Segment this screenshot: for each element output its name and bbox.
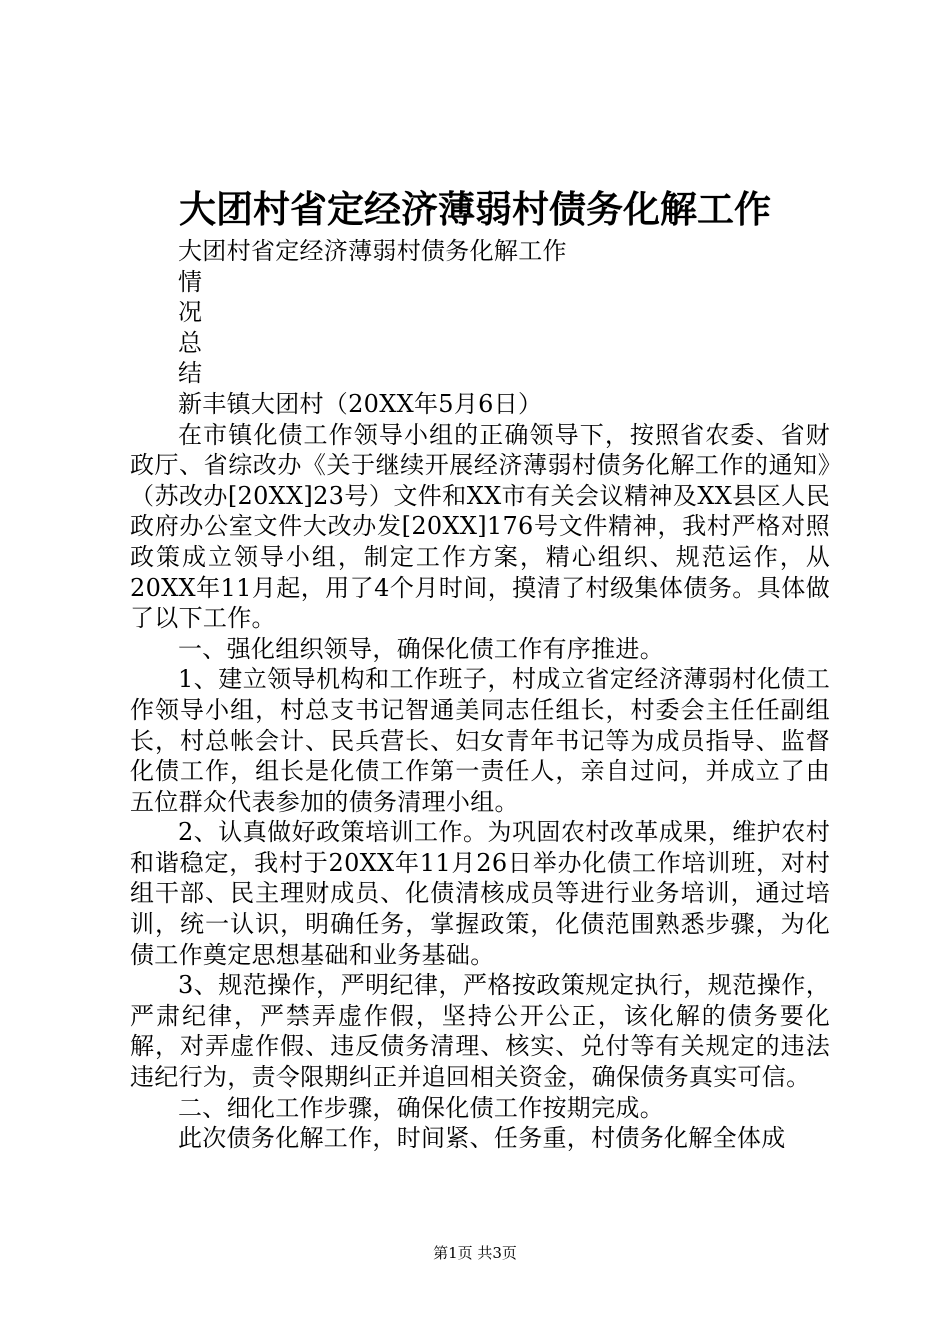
text-line: 况	[178, 298, 203, 327]
paragraph-item-1: 1、建立领导机构和工作班子，村成立省定经济薄弱村化债工作领导小组，村总支书记智通美同志任组长，村委会主任任副组长，村总帐会计、民兵营长、妇女青年书记等为成员指导、监督化债工作，组长是化债工作第一责任人，亲自过问，并成立了由五位群众代表参加的债务清理小组。	[130, 665, 830, 816]
paragraph-item-2: 2、认真做好政策培训工作。为巩固农村改革成果，维护农村和谐稳定，我村于20XX年11月26日举办化债工作培训班，对村组干部、民主理财成员、化债清核成员等进行业务培训，通过培训，统一认识，明确任务，掌握政策，化债范围熟悉步骤，为化债工作奠定思想基础和业务基础。	[130, 818, 830, 969]
paragraph-continued: 此次债务化解工作，时间紧、任务重，村债务化解全体成	[178, 1124, 786, 1153]
paragraph-item-3: 3、规范操作，严明纪律，严格按政策规定执行，规范操作，严肃纪律，严禁弄虚作假，坚持公开公正，该化解的债务要化解，对弄虚作假、违反债务清理、核实、兑付等有关规定的违法违纪行为，责令限期纠正并追回相关资金，确保债务真实可信。	[130, 971, 830, 1092]
text-line: 总	[178, 328, 203, 357]
document-body	[130, 236, 830, 1154]
page-footer: 第1页 共3页	[433, 1244, 517, 1262]
paragraph-intro: 在市镇化债工作领导小组的正确领导下，按照省农委、省财政厅、省综改办《关于继续开展经济薄弱村债务化解工作的通知》（苏改办[20XX]23号）文件和XX市有关会议精神及XX县区人民政府办公室文件大改办发[20XX]176号文件精神，我村严格对照政策成立领导小组，制定工作方案，精心组织、规范运作，从20XX年11月起，用了4个月时间，摸清了村级集体债务。具体做了以下工作。	[130, 420, 830, 633]
text-line: 结	[178, 359, 203, 388]
author-date-line: 新丰镇大团村（20XX年5月6日）	[178, 389, 543, 418]
subtitle-line: 大团村省定经济薄弱村债务化解工作	[178, 237, 567, 265]
document-title: 大团村省定经济薄弱村债务化解工作	[179, 187, 771, 231]
section-heading: 一、强化组织领导，确保化债工作有序推进。	[178, 634, 664, 663]
section-heading: 二、细化工作步骤，确保化债工作按期完成。	[178, 1093, 664, 1122]
text-line: 情	[178, 267, 203, 296]
